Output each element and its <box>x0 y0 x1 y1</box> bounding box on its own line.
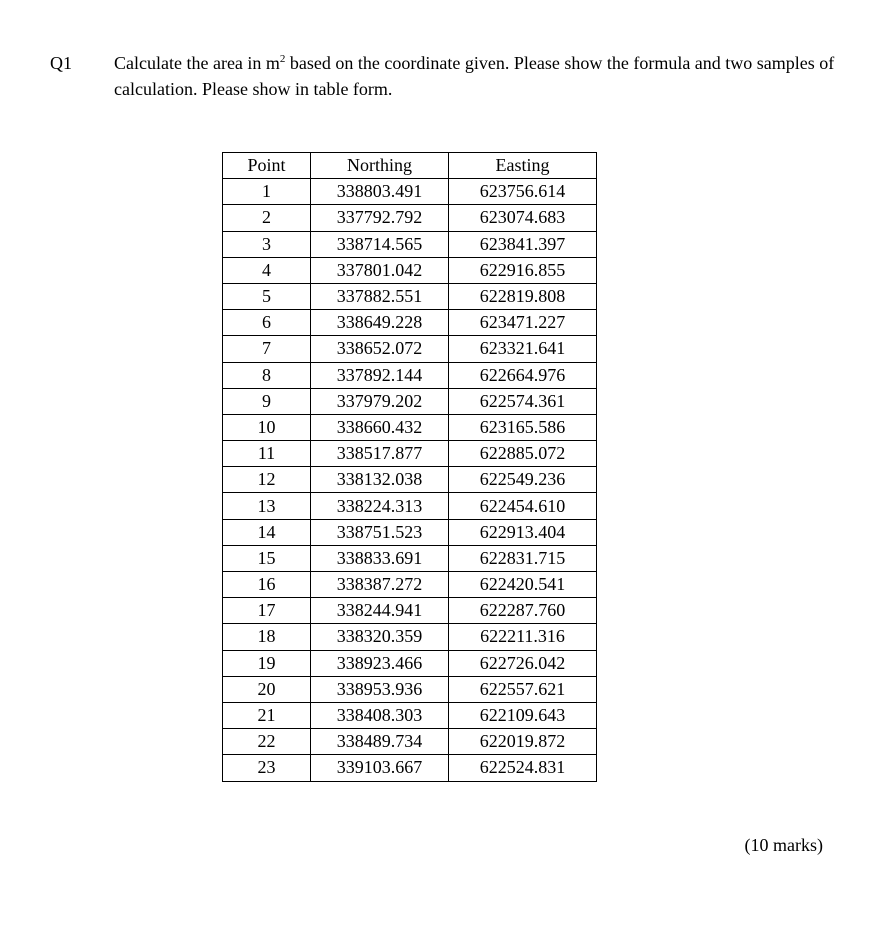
table-row <box>223 467 597 493</box>
marks-label: (10 marks) <box>744 835 823 855</box>
table-row <box>223 388 597 414</box>
northing-cell: 337979.202 <box>311 388 449 414</box>
coordinate-table <box>222 152 597 782</box>
northing-cell: 338923.466 <box>311 650 449 676</box>
table-row <box>223 755 597 781</box>
northing-cell: 338132.038 <box>311 467 449 493</box>
easting-cell: 623756.614 <box>449 179 597 205</box>
header-point: Point <box>223 153 311 179</box>
table-row <box>223 598 597 624</box>
table-row <box>223 257 597 283</box>
point-cell: 19 <box>223 650 311 676</box>
table-row <box>223 676 597 702</box>
easting-cell: 622831.715 <box>449 545 597 571</box>
question-text-part-2: based on the coordinate given. Please show the formula and two samples of calculation. Please show in table form. <box>114 53 835 99</box>
easting-cell: 622524.831 <box>449 755 597 781</box>
table-row <box>223 624 597 650</box>
table-row <box>223 493 597 519</box>
point-cell: 5 <box>223 283 311 309</box>
northing-cell: 337792.792 <box>311 205 449 231</box>
point-cell: 16 <box>223 572 311 598</box>
point-cell: 13 <box>223 493 311 519</box>
table-row <box>223 729 597 755</box>
point-cell: 22 <box>223 729 311 755</box>
table-body <box>223 179 597 781</box>
northing-cell: 338224.313 <box>311 493 449 519</box>
easting-cell: 622916.855 <box>449 257 597 283</box>
northing-cell: 337892.144 <box>311 362 449 388</box>
easting-cell: 622109.643 <box>449 702 597 728</box>
table-row <box>223 205 597 231</box>
point-cell: 11 <box>223 441 311 467</box>
northing-cell: 337801.042 <box>311 257 449 283</box>
easting-cell: 623165.586 <box>449 414 597 440</box>
easting-cell: 623074.683 <box>449 205 597 231</box>
point-cell: 2 <box>223 205 311 231</box>
northing-cell: 338489.734 <box>311 729 449 755</box>
easting-cell: 622019.872 <box>449 729 597 755</box>
easting-cell: 622420.541 <box>449 572 597 598</box>
table-row <box>223 310 597 336</box>
northing-cell: 338244.941 <box>311 598 449 624</box>
header-northing: Northing <box>311 153 449 179</box>
point-cell: 4 <box>223 257 311 283</box>
northing-cell: 338652.072 <box>311 336 449 362</box>
point-cell: 20 <box>223 676 311 702</box>
easting-cell: 622211.316 <box>449 624 597 650</box>
table-row <box>223 572 597 598</box>
easting-cell: 622726.042 <box>449 650 597 676</box>
northing-cell: 338660.432 <box>311 414 449 440</box>
easting-cell: 622885.072 <box>449 441 597 467</box>
table-row <box>223 362 597 388</box>
point-cell: 12 <box>223 467 311 493</box>
header-easting: Easting <box>449 153 597 179</box>
easting-cell: 622557.621 <box>449 676 597 702</box>
point-cell: 3 <box>223 231 311 257</box>
easting-cell: 622913.404 <box>449 519 597 545</box>
northing-cell: 338387.272 <box>311 572 449 598</box>
question-text-part-1: Calculate the area in m <box>114 53 280 73</box>
table-row <box>223 545 597 571</box>
easting-cell: 622549.236 <box>449 467 597 493</box>
easting-cell: 623321.641 <box>449 336 597 362</box>
table-row <box>223 414 597 440</box>
northing-cell: 338833.691 <box>311 545 449 571</box>
easting-cell: 622574.361 <box>449 388 597 414</box>
table-row <box>223 336 597 362</box>
area-unit-superscript: 2 <box>279 53 286 65</box>
northing-cell: 338517.877 <box>311 441 449 467</box>
question-text <box>114 50 854 102</box>
northing-cell: 338408.303 <box>311 702 449 728</box>
point-cell: 23 <box>223 755 311 781</box>
table-row <box>223 441 597 467</box>
northing-cell: 339103.667 <box>311 755 449 781</box>
table-row <box>223 179 597 205</box>
table-row <box>223 283 597 309</box>
table-row <box>223 231 597 257</box>
point-cell: 21 <box>223 702 311 728</box>
easting-cell: 622819.808 <box>449 283 597 309</box>
point-cell: 15 <box>223 545 311 571</box>
northing-cell: 338714.565 <box>311 231 449 257</box>
easting-cell: 622664.976 <box>449 362 597 388</box>
table-row <box>223 650 597 676</box>
point-cell: 18 <box>223 624 311 650</box>
table-header-row <box>223 153 597 179</box>
table-row <box>223 519 597 545</box>
point-cell: 14 <box>223 519 311 545</box>
point-cell: 10 <box>223 414 311 440</box>
northing-cell: 337882.551 <box>311 283 449 309</box>
point-cell: 9 <box>223 388 311 414</box>
question-number: Q1 <box>50 53 72 73</box>
point-cell: 7 <box>223 336 311 362</box>
northing-cell: 338751.523 <box>311 519 449 545</box>
northing-cell: 338803.491 <box>311 179 449 205</box>
table-row <box>223 702 597 728</box>
point-cell: 6 <box>223 310 311 336</box>
easting-cell: 622287.760 <box>449 598 597 624</box>
point-cell: 17 <box>223 598 311 624</box>
easting-cell: 622454.610 <box>449 493 597 519</box>
northing-cell: 338649.228 <box>311 310 449 336</box>
point-cell: 1 <box>223 179 311 205</box>
easting-cell: 623841.397 <box>449 231 597 257</box>
easting-cell: 623471.227 <box>449 310 597 336</box>
northing-cell: 338953.936 <box>311 676 449 702</box>
northing-cell: 338320.359 <box>311 624 449 650</box>
point-cell: 8 <box>223 362 311 388</box>
